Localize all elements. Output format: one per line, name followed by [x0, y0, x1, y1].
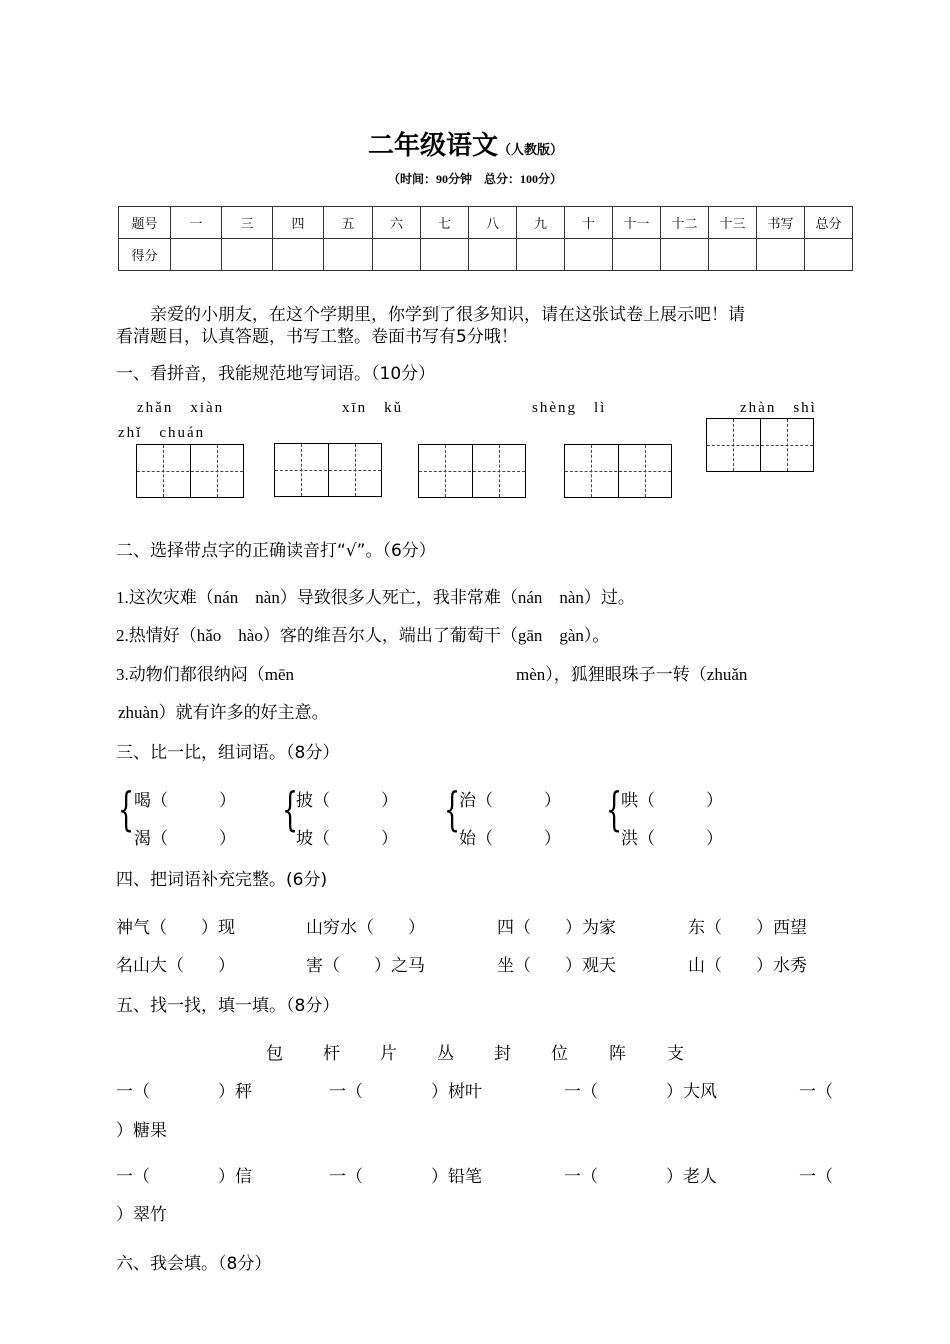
idiom-1-4: 东（ ）西望 — [688, 918, 807, 937]
brace-icon: { — [444, 782, 461, 836]
table-cell: 五 — [324, 207, 373, 239]
score-input-cell[interactable] — [273, 239, 324, 271]
score-table-header-row — [119, 207, 853, 239]
table-cell: 题号 — [119, 207, 171, 239]
score-input-cell[interactable] — [324, 239, 373, 271]
section-3-heading: 三、比一比，组词语。（8分） — [116, 743, 340, 763]
score-input-cell[interactable] — [565, 239, 613, 271]
idiom-1-3: 四（ ）为家 — [497, 918, 616, 937]
measure-1-4: 一（ — [799, 1082, 833, 1101]
table-cell: 得分 — [119, 239, 171, 271]
pair-1-top: 喝（ ） — [134, 791, 236, 810]
idiom-1-2: 山穷水（ ） — [306, 918, 425, 937]
word-bank-item: 支 — [667, 1044, 684, 1063]
measure-1-1: 一（ ）秤 — [116, 1082, 252, 1101]
idiom-2-4: 山（ ）水秀 — [688, 956, 807, 975]
measure-1-3: 一（ ）大风 — [564, 1082, 717, 1101]
idiom-2-3: 坐（ ）观天 — [497, 956, 616, 975]
pair-1-bottom: 渴（ ） — [134, 829, 236, 848]
score-input-cell[interactable] — [373, 239, 421, 271]
brace-icon: { — [606, 782, 623, 836]
score-input-cell[interactable] — [171, 239, 222, 271]
score-input-cell[interactable] — [222, 239, 273, 271]
section-1-heading: 一、看拼音，我能规范地写词语。（10分） — [116, 364, 436, 384]
table-cell: 八 — [469, 207, 517, 239]
score-input-cell[interactable] — [469, 239, 517, 271]
measure-2-4-wrap: ）翠竹 — [116, 1205, 167, 1224]
table-cell: 书写 — [757, 207, 805, 239]
writing-grid-2[interactable] — [274, 443, 382, 497]
pair-3-top: 治（ ） — [459, 791, 561, 810]
question-2-3c: zhuàn）就有许多的好主意。 — [118, 703, 329, 722]
measure-1-4-wrap: ）糖果 — [116, 1121, 167, 1140]
score-input-cell[interactable] — [757, 239, 805, 271]
score-input-cell[interactable] — [661, 239, 709, 271]
writing-grid-3[interactable] — [418, 444, 526, 498]
pinyin-4: zhàn shì — [740, 400, 817, 416]
table-cell: 总分 — [805, 207, 853, 239]
pair-2-bottom: 坡（ ） — [296, 829, 398, 848]
intro-line-1: 亲爱的小朋友，在这个学期里，你学到了很多知识，请在这张试卷上展示吧！请 — [150, 305, 745, 325]
word-bank-item: 阵 — [609, 1044, 626, 1063]
section-2-heading: 二、选择带点字的正确读音打“√”。（6分） — [116, 541, 436, 561]
idiom-2-1: 名山大（ ） — [116, 956, 235, 975]
measure-2-2: 一（ ）铅笔 — [329, 1167, 482, 1186]
page-title — [368, 125, 563, 162]
table-cell: 一 — [171, 207, 222, 239]
pair-3-bottom: 始（ ） — [459, 829, 561, 848]
measure-2-4: 一（ — [799, 1167, 833, 1186]
question-2-3a: 3.动物们都很纳闷（mēn — [116, 665, 295, 684]
table-cell: 十三 — [709, 207, 757, 239]
brace-icon: { — [118, 782, 135, 836]
question-2-1: 1.这次灾难（nán nàn）导致很多人死亡，我非常难（nán nàn）过。 — [116, 588, 635, 607]
measure-2-1: 一（ ）信 — [116, 1167, 252, 1186]
table-cell: 四 — [273, 207, 324, 239]
pinyin-1: zhǎn xiàn — [137, 400, 225, 416]
word-bank-item: 位 — [551, 1044, 568, 1063]
pinyin-3: shèng lì — [532, 400, 607, 416]
pair-2-top: 披（ ） — [296, 791, 398, 810]
table-cell: 六 — [373, 207, 421, 239]
score-input-cell[interactable] — [421, 239, 469, 271]
section-5-heading: 五、找一找，填一填。（8分） — [116, 996, 340, 1016]
score-input-cell[interactable] — [517, 239, 565, 271]
table-cell: 七 — [421, 207, 469, 239]
word-bank-item: 封 — [494, 1044, 511, 1063]
question-2-3b: mèn），狐狸眼珠子一转（zhuǎn — [516, 665, 748, 684]
score-input-cell[interactable] — [613, 239, 661, 271]
score-input-cell[interactable] — [805, 239, 853, 271]
word-bank-item: 包 — [266, 1044, 283, 1063]
score-input-cell[interactable] — [709, 239, 757, 271]
table-cell: 十二 — [661, 207, 709, 239]
section-6-heading: 六、我会填。（8分） — [116, 1254, 272, 1274]
table-cell: 三 — [222, 207, 273, 239]
pair-4-top: 哄（ ） — [621, 791, 723, 810]
measure-2-3: 一（ ）老人 — [564, 1167, 717, 1186]
table-cell: 九 — [517, 207, 565, 239]
score-table — [118, 206, 853, 271]
writing-grid-1[interactable] — [136, 444, 244, 498]
intro-line-2: 看清题目，认真答题，书写工整。卷面书写有5分哦！ — [116, 327, 518, 347]
edition-label: （人教版） — [498, 142, 564, 157]
question-2-2: 2.热情好（hǎo hào）客的维吾尔人，端出了葡萄干（gān gàn）。 — [116, 626, 610, 645]
table-cell: 十一 — [613, 207, 661, 239]
brace-icon: { — [282, 782, 299, 836]
idiom-1-1: 神气（ ）现 — [116, 918, 235, 937]
table-cell: 十 — [565, 207, 613, 239]
pair-4-bottom: 洪（ ） — [621, 829, 723, 848]
score-table-score-row — [119, 239, 853, 271]
writing-grid-5[interactable] — [706, 418, 814, 472]
idiom-2-2: 害（ ）之马 — [306, 956, 425, 975]
word-bank-item: 片 — [380, 1044, 397, 1063]
title-text: 二年级语文 — [368, 131, 499, 160]
section-4-heading: 四、把词语补充完整。(6分) — [116, 870, 328, 890]
word-bank-item: 丛 — [437, 1044, 454, 1063]
pinyin-5: zhǐ chuán — [118, 425, 206, 441]
writing-grid-4[interactable] — [564, 444, 672, 498]
word-bank-item: 杆 — [323, 1044, 340, 1063]
pinyin-2: xīn kǔ — [342, 400, 404, 416]
measure-1-2: 一（ ）树叶 — [329, 1082, 482, 1101]
exam-meta: （时间：90分钟 总分：100分） — [388, 172, 563, 186]
